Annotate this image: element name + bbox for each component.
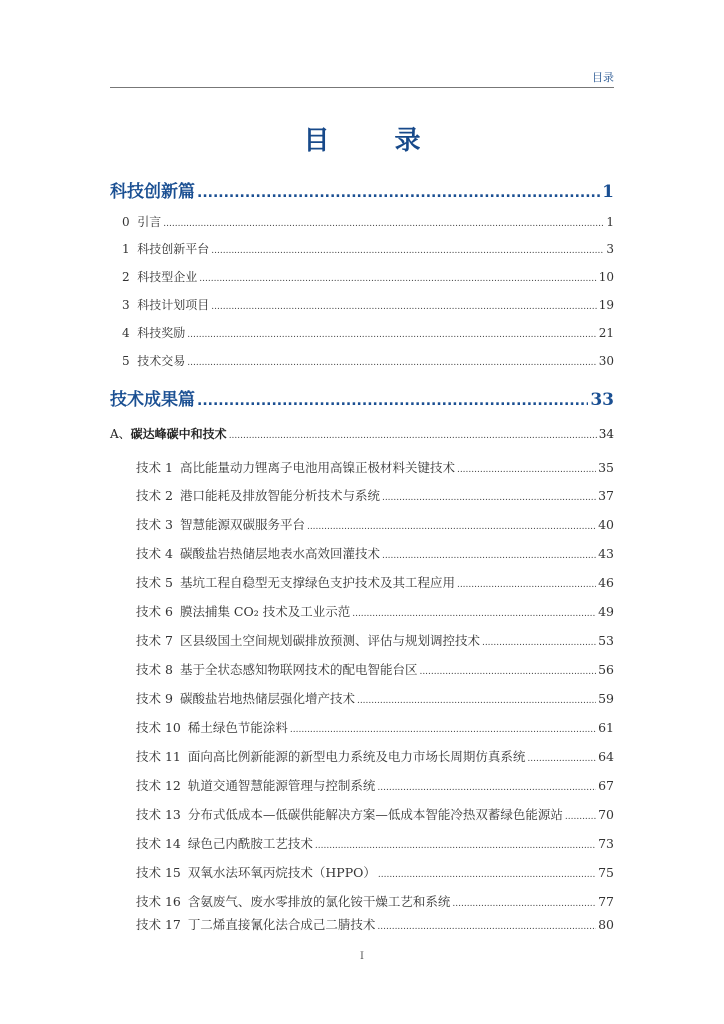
toc-part-entry[interactable] <box>110 385 614 410</box>
toc-page-number: 70 <box>598 807 614 822</box>
toc-page-number: 34 <box>598 427 614 441</box>
toc-page-number: 10 <box>598 270 614 284</box>
toc-section-label: 0 引言 <box>122 215 162 229</box>
toc-leader-dots <box>377 917 596 932</box>
toc-subsection-entry[interactable] <box>110 425 614 442</box>
toc-section-label: 3 科技计划项目 <box>122 298 210 312</box>
toc-leader-dots <box>377 778 596 793</box>
toc-leader-dots <box>527 749 596 764</box>
toc-tech-label: 技术 8 基于全状态感知物联网技术的配电智能台区 <box>136 662 418 677</box>
toc-leader-dots <box>482 633 596 648</box>
toc-section-entry[interactable] <box>122 352 614 369</box>
toc-tech-entry[interactable] <box>136 544 614 562</box>
toc-page-number: 59 <box>598 691 614 706</box>
toc-tech-label: 技术 11 面向高比例新能源的新型电力系统及电力市场长周期仿真系统 <box>136 749 526 764</box>
toc-page-number: 61 <box>598 720 614 735</box>
toc-leader-dots <box>357 691 596 706</box>
toc-page-number: 19 <box>598 298 614 312</box>
toc-part-label: 科技创新篇 <box>110 182 195 202</box>
toc-leader-dots <box>163 215 604 229</box>
running-title: 目录 <box>592 71 614 84</box>
toc-tech-label: 技术 1 高比能量动力锂离子电池用高镍正极材料关键技术 <box>136 460 455 475</box>
toc-page-number: 21 <box>598 326 614 340</box>
toc-leader-dots <box>352 604 596 619</box>
toc-tech-entry[interactable] <box>136 718 614 736</box>
toc-tech-entry[interactable] <box>136 486 614 504</box>
toc-tech-label: 技术 15 双氧水法环氧丙烷技术（HPPO） <box>136 865 376 880</box>
toc-section-label: 1 科技创新平台 <box>122 242 210 256</box>
toc-tech-label: 技术 7 区县级国土空间规划碳排放预测、评估与规划调控技术 <box>136 633 480 648</box>
toc-tech-entry[interactable] <box>136 689 614 707</box>
toc-tech-entry[interactable] <box>136 892 614 910</box>
toc-tech-entry[interactable] <box>136 573 614 591</box>
toc-subsection-label: A、碳达峰碳中和技术 <box>110 427 227 441</box>
toc-tech-entry[interactable] <box>136 602 614 620</box>
toc-section-label: 2 科技型企业 <box>122 270 198 284</box>
toc-tech-label: 技术 9 碳酸盐岩地热储层强化增产技术 <box>136 691 355 706</box>
toc-leader-dots <box>187 326 596 340</box>
toc-leader-dots <box>452 894 596 909</box>
toc-page-number: 56 <box>598 662 614 677</box>
toc-leader-dots <box>229 427 597 441</box>
toc-page-number: 40 <box>598 517 614 532</box>
toc-section-entry[interactable] <box>122 213 614 230</box>
toc-page-number: 33 <box>590 390 614 410</box>
toc-leader-dots <box>307 517 596 532</box>
toc-tech-label: 技术 12 轨道交通智慧能源管理与控制系统 <box>136 778 376 793</box>
toc-section-label: 4 科技奖励 <box>122 326 186 340</box>
toc-leader-dots <box>187 354 596 368</box>
toc-page-number: 67 <box>598 778 614 793</box>
toc-tech-label: 技术 4 碳酸盐岩热储层地表水高效回灌技术 <box>136 546 380 561</box>
toc-leader-dots <box>457 575 596 590</box>
toc-page-number: 75 <box>598 865 614 880</box>
page-title: 目 录 <box>303 126 449 156</box>
toc-page-number: 3 <box>606 242 614 256</box>
toc-section-entry[interactable] <box>122 240 614 257</box>
toc-leader-dots <box>315 836 596 851</box>
toc-page-number: 64 <box>598 749 614 764</box>
toc-leader-dots <box>382 546 596 561</box>
toc-tech-label: 技术 16 含氨废气、废水零排放的氯化铵干燥工艺和系统 <box>136 894 451 909</box>
toc-tech-entry[interactable] <box>136 631 614 649</box>
toc-leader-dots <box>565 807 596 822</box>
toc-tech-entry[interactable] <box>136 776 614 794</box>
toc-tech-entry[interactable] <box>136 805 614 823</box>
toc-leader-dots <box>419 662 596 677</box>
toc-tech-label: 技术 2 港口能耗及排放智能分析技术与系统 <box>136 488 380 503</box>
toc-tech-label: 技术 6 膜法捕集 CO₂ 技术及工业示范 <box>136 604 351 619</box>
toc-tech-entry[interactable] <box>136 660 614 678</box>
toc-leader-dots <box>211 242 604 256</box>
toc-tech-label: 技术 3 智慧能源双碳服务平台 <box>136 517 305 532</box>
toc-tech-entry[interactable] <box>136 458 614 476</box>
toc-page-number: 1 <box>602 182 614 202</box>
toc-tech-entry[interactable] <box>136 834 614 852</box>
toc-part-entry[interactable] <box>110 177 614 202</box>
toc-leader-dots <box>457 460 596 475</box>
toc-tech-label: 技术 14 绿色己内酰胺工艺技术 <box>136 836 313 851</box>
toc-page-number: 37 <box>598 488 614 503</box>
toc-tech-entry[interactable] <box>136 747 614 765</box>
toc-part-label: 技术成果篇 <box>110 390 195 410</box>
toc-leader-dots <box>197 390 588 410</box>
toc-tech-label: 技术 10 稀土绿色节能涂料 <box>136 720 288 735</box>
toc-leader-dots <box>290 720 596 735</box>
toc-leader-dots <box>382 488 596 503</box>
toc-leader-dots <box>199 270 596 284</box>
toc-section-entry[interactable] <box>122 268 614 285</box>
toc-tech-label: 技术 5 基坑工程自稳型无支撑绿色支护技术及其工程应用 <box>136 575 455 590</box>
toc-tech-label: 技术 17 丁二烯直接氰化法合成己二腈技术 <box>136 917 376 932</box>
toc-page-number: 46 <box>598 575 614 590</box>
toc-page-number: 77 <box>598 894 614 909</box>
toc-tech-entry[interactable] <box>136 863 614 881</box>
toc-page-number: 80 <box>598 917 614 932</box>
toc-page-number: 35 <box>598 460 614 475</box>
toc-leader-dots <box>211 298 596 312</box>
toc-section-label: 5 技术交易 <box>122 354 186 368</box>
toc-page-number: 53 <box>598 633 614 648</box>
page-footer-number: I <box>360 951 364 962</box>
toc-page-number: 73 <box>598 836 614 851</box>
page-header <box>110 68 614 88</box>
toc-section-entry[interactable] <box>122 324 614 341</box>
toc-tech-entry[interactable] <box>136 915 614 933</box>
toc-page-number: 49 <box>598 604 614 619</box>
toc-tech-label: 技术 13 分布式低成本—低碳供能解决方案—低成本智能冷热双蓄绿色能源站 <box>136 807 563 822</box>
toc-leader-dots <box>378 865 596 880</box>
toc-page-number: 1 <box>606 215 614 229</box>
toc-tech-entry[interactable] <box>136 515 614 533</box>
toc-section-entry[interactable] <box>122 296 614 313</box>
toc-page-number: 43 <box>598 546 614 561</box>
toc-page-number: 30 <box>598 354 614 368</box>
toc-leader-dots <box>197 182 600 202</box>
